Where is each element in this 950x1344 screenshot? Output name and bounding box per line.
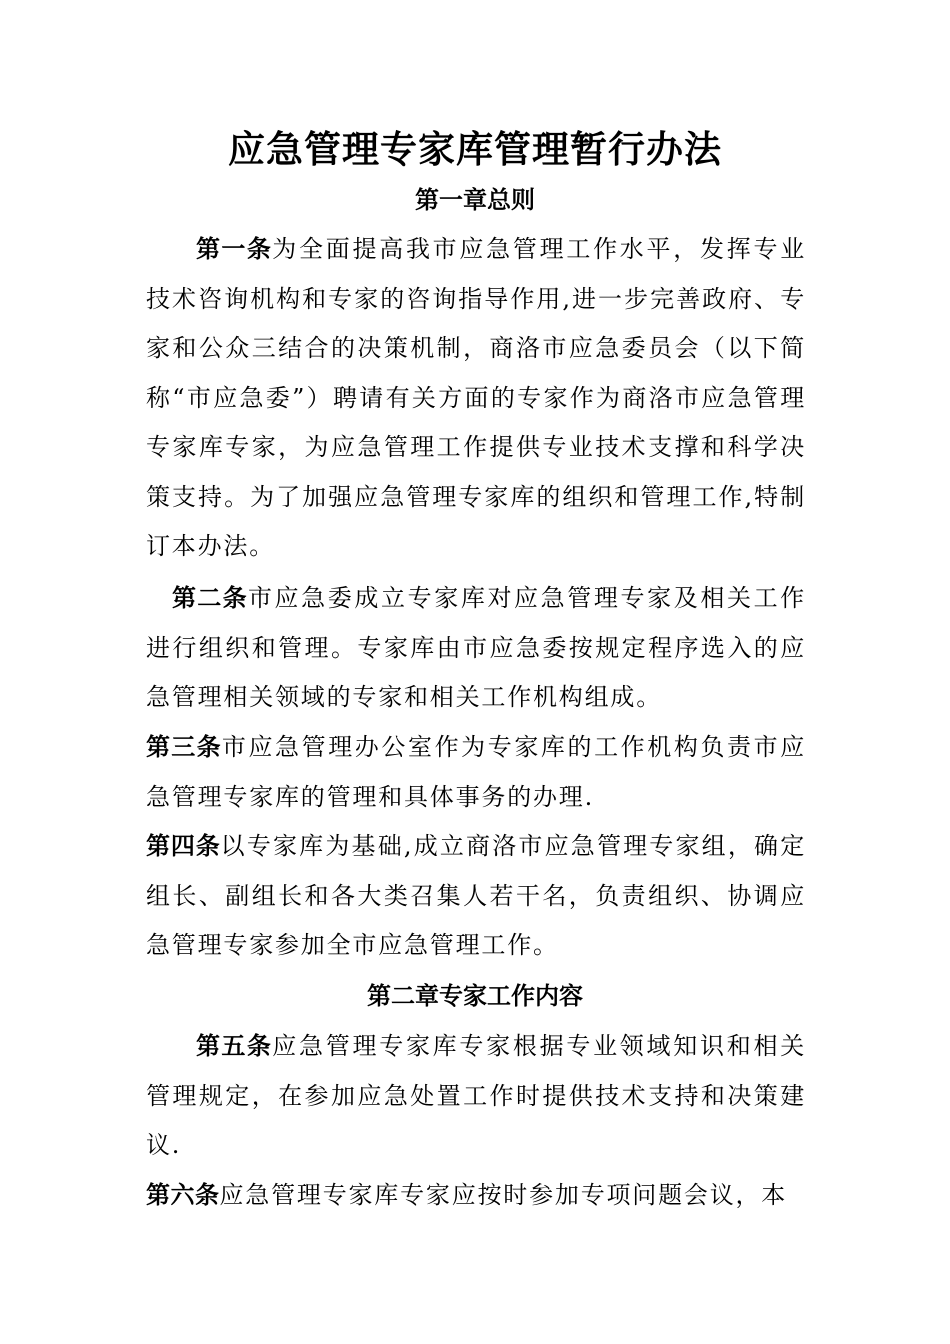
article-6-label: 第六条: [146, 1181, 220, 1209]
chapter-heading-1: 第一章总则: [415, 186, 535, 214]
article-5: [146, 1022, 806, 1171]
article-6: [146, 1171, 806, 1221]
article-3-text: 市应急管理办公室作为专家库的工作机构负责市应急管理专家库的管理和具体事务的办理.: [146, 733, 807, 811]
article-1-text: 为全面提高我市应急管理工作水平，发挥专业技术咨询机构和专家的咨询指导作用,进一步完善政府、专家和公众三结合的决策机制，商洛市应急委员会（以下简称“市应急委”）聘请有关方面的专家作为商洛市应急管理专家库专家，为应急管理工作提供专业技术支撑和科学决策支持。为了加强应急管理专家库的组织和管理工作,特制订本办法。: [146, 235, 806, 560]
article-6-text: 应急管理专家库专家应按时参加专项问题会议，本: [219, 1181, 788, 1209]
article-2-text: 市应急委成立专家库对应急管理专家及相关工作进行组织和管理。专家库由市应急委按规定程序选入的应急管理相关领域的专家和相关工作机构组成。: [146, 584, 806, 711]
article-3: [146, 723, 806, 822]
article-4-label: 第四条: [146, 832, 221, 860]
article-5-text: 应急管理专家库专家根据专业领域知识和相关管理规定，在参加应急处置工作时提供技术支持和决策建议.: [146, 1032, 806, 1159]
article-1-label: 第一条: [196, 235, 273, 263]
article-2: [146, 574, 806, 723]
chapter-heading-2: 第二章专家工作内容: [367, 982, 583, 1010]
article-5-label: 第五条: [196, 1032, 273, 1060]
article-1: [146, 225, 806, 572]
document-title: 应急管理专家库管理暂行办法: [228, 128, 722, 171]
article-2-label: 第二条: [172, 584, 248, 612]
article-4: [146, 822, 806, 971]
article-3-label: 第三条: [146, 733, 222, 761]
article-4-text: 以专家库为基础,成立商洛市应急管理专家组，确定组长、副组长和各大类召集人若干名，负责组织、协调应急管理专家参加全市应急管理工作。: [146, 832, 807, 959]
